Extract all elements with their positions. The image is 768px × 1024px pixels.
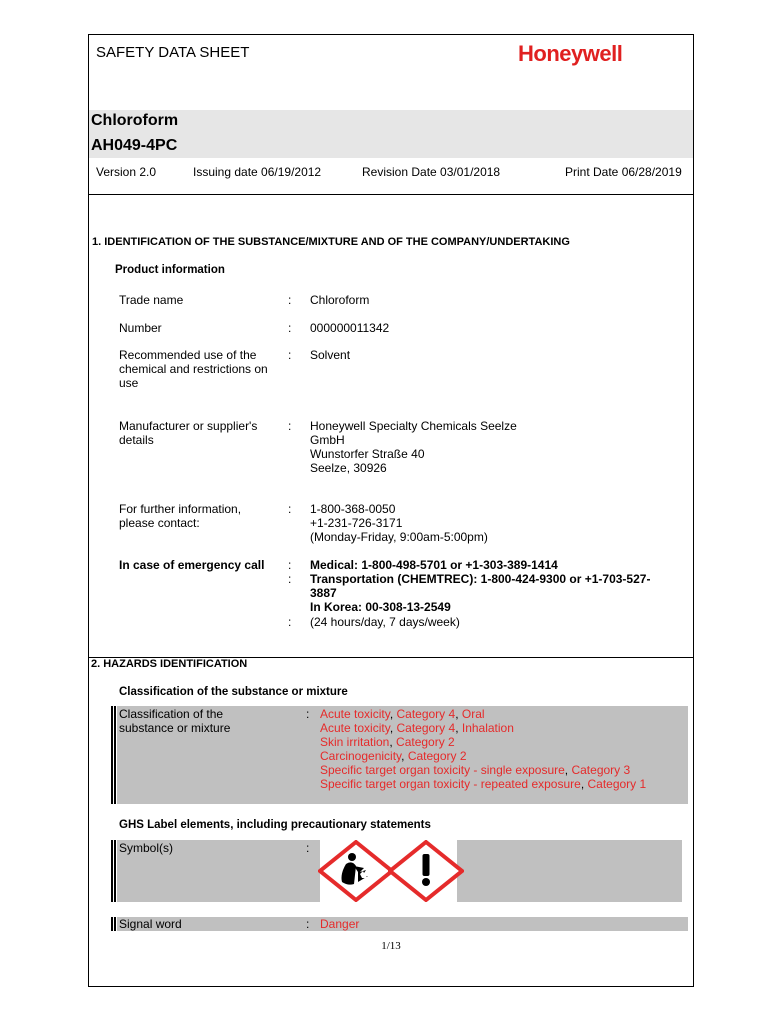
classification-item: Specific target organ toxicity - single exposure, Category 3 [320, 763, 631, 777]
manufacturer-city: Seelze, 30926 [310, 461, 387, 475]
emergency-korea: In Korea: 00-308-13-2549 [310, 600, 451, 614]
header-divider [89, 194, 693, 195]
emergency-label: In case of emergency call [119, 558, 265, 572]
recommended-use-label: Recommended use of the chemical and restrictions on use [119, 348, 268, 390]
product-name: Chloroform [91, 112, 179, 129]
emergency-hours: (24 hours/day, 7 days/week) [310, 615, 460, 629]
revision-date: Revision Date 03/01/2018 [362, 165, 501, 179]
manufacturer-street: Wunstorfer Straße 40 [310, 447, 425, 461]
honeywell-logo: Honeywell [518, 41, 623, 66]
sds-page: SAFETY DATA SHEET Honeywell Chloroform AH049-4PC Version 2.0 Issuing date 06/19/2012 Revision Date 03/01/2018 Print Date 06/28/2019 1. IDENTIFICATION OF THE SUBSTANCE/MIXTURE AND OF THE COMPANY/UNDERTAKING Product information Trade name : Chloroform Number : 000000011342 Recommended use of the chemical and restrictions on use : Solvent Manufacturer or supplier's details : Honeywell Specialty Chemicals Seelze GmbH Wunstorfer Straße 40 Seelze, 30926 For further information, please contact: : 1-800-368-0050 +1-231-726-3171 (Monday-Friday, 9:00am-5:00pm) In case of emergency call : Medical: 1-800-498-5701 or +1-303-389-1414 : Transportation (CHEMTREC): 1-800-424-9300 or +1-703-527-3887 In Korea: 00-308-13-2549 : (24 hours/day, 7 days/week) 2. HAZARDS IDENTIFICATION Classification of the substance or mixture Classification of the substance or mixture : Acute toxicity, Category 4, Oral Acute toxicity, Category 4, Inhalation Skin irritation, Category 2 Carcinogenicity, Category 2 Specific target organ toxicity - single exposure, Category 3 Specific target organ toxicity - repeated exposure, Category 1 GHS Label elements, including precautionary statements Symbol(s) : Signal word : Danger 1/13 [88, 34, 694, 987]
classification-title: Classification of the substance or mixture [119, 686, 348, 698]
ghs-label-title: GHS Label elements, including precautionary statements [119, 819, 431, 831]
exclamation-mark-pictogram-icon [388, 840, 464, 902]
number-label: Number [119, 321, 162, 335]
print-date: Print Date 06/28/2019 [565, 165, 682, 179]
product-information-title: Product information [115, 264, 225, 276]
symbols-label: Symbol(s) [119, 841, 174, 855]
signal-word-label: Signal word [119, 917, 182, 931]
classification-item: Acute toxicity, Category 4, Oral [320, 707, 485, 721]
phone-2: +1-231-726-3171 [310, 516, 403, 530]
issuing-date: Issuing date 06/19/2012 [193, 165, 322, 179]
further-info-label: For further information, please contact: [119, 502, 242, 530]
classification-item: Skin irritation, Category 2 [320, 735, 455, 749]
recommended-use-value: Solvent [310, 348, 351, 362]
trade-name-label: Trade name [119, 293, 184, 307]
product-band [89, 110, 693, 158]
section-1-title: 1. IDENTIFICATION OF THE SUBSTANCE/MIXTURE AND OF THE COMPANY/UNDERTAKING [92, 236, 570, 248]
section-2-title: 2. HAZARDS IDENTIFICATION [91, 658, 248, 670]
version: Version 2.0 [96, 165, 157, 179]
number-value: 000000011342 [310, 321, 390, 335]
emergency-transport: Transportation (CHEMTREC): 1-800-424-9300 or +1-703-527-3887 [310, 572, 651, 600]
manufacturer-label: Manufacturer or supplier's details [119, 419, 258, 447]
manufacturer-name: Honeywell Specialty Chemicals Seelze GmbH [310, 419, 517, 447]
signal-word-row [117, 917, 688, 931]
phone-1: 1-800-368-0050 [310, 502, 396, 516]
signal-word-value: Danger [320, 917, 360, 931]
classification-item: Carcinogenicity, Category 2 [320, 749, 467, 763]
trade-name-value: Chloroform [310, 293, 370, 307]
document-title: SAFETY DATA SHEET [96, 44, 250, 61]
page-number: 1/13 [381, 940, 401, 952]
phone-hours: (Monday-Friday, 9:00am-5:00pm) [310, 530, 488, 544]
product-code: AH049-4PC [91, 137, 178, 154]
classification-label: Classification of the substance or mixture [119, 707, 231, 735]
health-hazard-pictogram-icon [318, 840, 394, 902]
emergency-medical: Medical: 1-800-498-5701 or +1-303-389-1414 [310, 558, 558, 572]
classification-item: Specific target organ toxicity - repeated exposure, Category 1 [320, 777, 647, 791]
symbols-row-filler [457, 840, 682, 902]
classification-item: Acute toxicity, Category 4, Inhalation [320, 721, 514, 735]
